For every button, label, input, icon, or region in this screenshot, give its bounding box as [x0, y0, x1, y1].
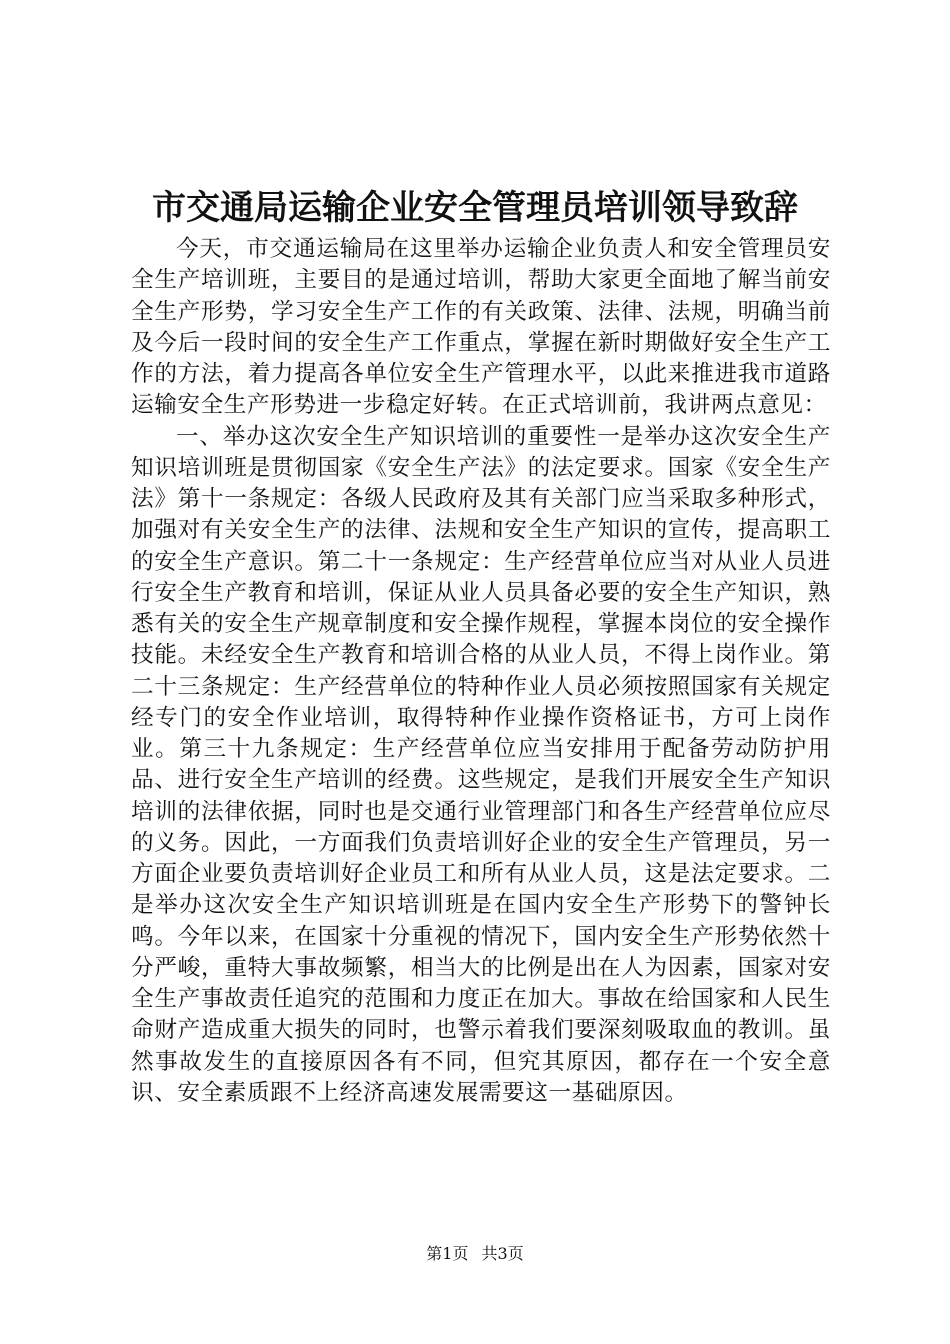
page-footer	[0, 1242, 950, 1266]
paragraph-section-one: 一、举办这次安全生产知识培训的重要性一是举办这次安全生产知识培训班是贯彻国家《安全生产法》的法定要求。国家《安全生产法》第十一条规定：各级人民政府及其有关部门应当采取多种形式，加强对有关安全生产的法律、法规和安全生产知识的宣传，提高职工的安全生产意识。第二十一条规定：生产经营单位应当对从业人员进行安全生产教育和培训，保证从业人员具备必要的安全生产知识，熟悉有关的安全生产规章制度和安全操作规程，掌握本岗位的安全操作技能。未经安全生产教育和培训合格的从业人员，不得上岗作业。第二十三条规定：生产经营单位的特种作业人员必须按照国家有关规定经专门的安全作业培训，取得特种作业操作资格证书，方可上岗作业。第三十九条规定：生产经营单位应当安排用于配备劳动防护用品、进行安全生产培训的经费。这些规定，是我们开展安全生产知识培训的法律依据，同时也是交通行业管理部门和各生产经营单位应尽的义务。因此，一方面我们负责培训好企业的安全生产管理员，另一方面企业要负责培训好企业员工和所有从业人员，这是法定要求。二是举办这次安全生产知识培训班是在国内安全生产形势下的警钟长鸣。今年以来，在国家十分重视的情况下，国内安全生产形势依然十分严峻，重特大事故频繁，相当大的比例是出在人为因素，国家对安全生产事故责任追究的范围和力度正在加大。事故在给国家和人民生命财产造成重大损失的同时，也警示着我们要深刻吸取血的教训。虽然事故发生的直接原因各有不同，但究其原因，都存在一个安全意识、安全素质跟不上经济高速发展需要这一基础原因。	[131, 423, 831, 1106]
document-title: 市交通局运输企业安全管理员培训领导致辞	[152, 188, 798, 228]
document-body	[131, 234, 831, 1109]
page-number: 第1页	[426, 1244, 469, 1263]
paragraph-intro: 今天，市交通运输局在这里举办运输企业负责人和安全管理员安全生产培训班，主要目的是通过培训，帮助大家更全面地了解当前安全生产形势，学习安全生产工作的有关政策、法律、法规，明确当前及今后一段时间的安全生产工作重点，掌握在新时期做好安全生产工作的方法，着力提高各单位安全生产管理水平，以此来推进我市道路运输安全生产形势进一步稳定好转。在正式培训前，我讲两点意见：	[131, 236, 831, 419]
page-total: 共3页	[481, 1244, 524, 1263]
